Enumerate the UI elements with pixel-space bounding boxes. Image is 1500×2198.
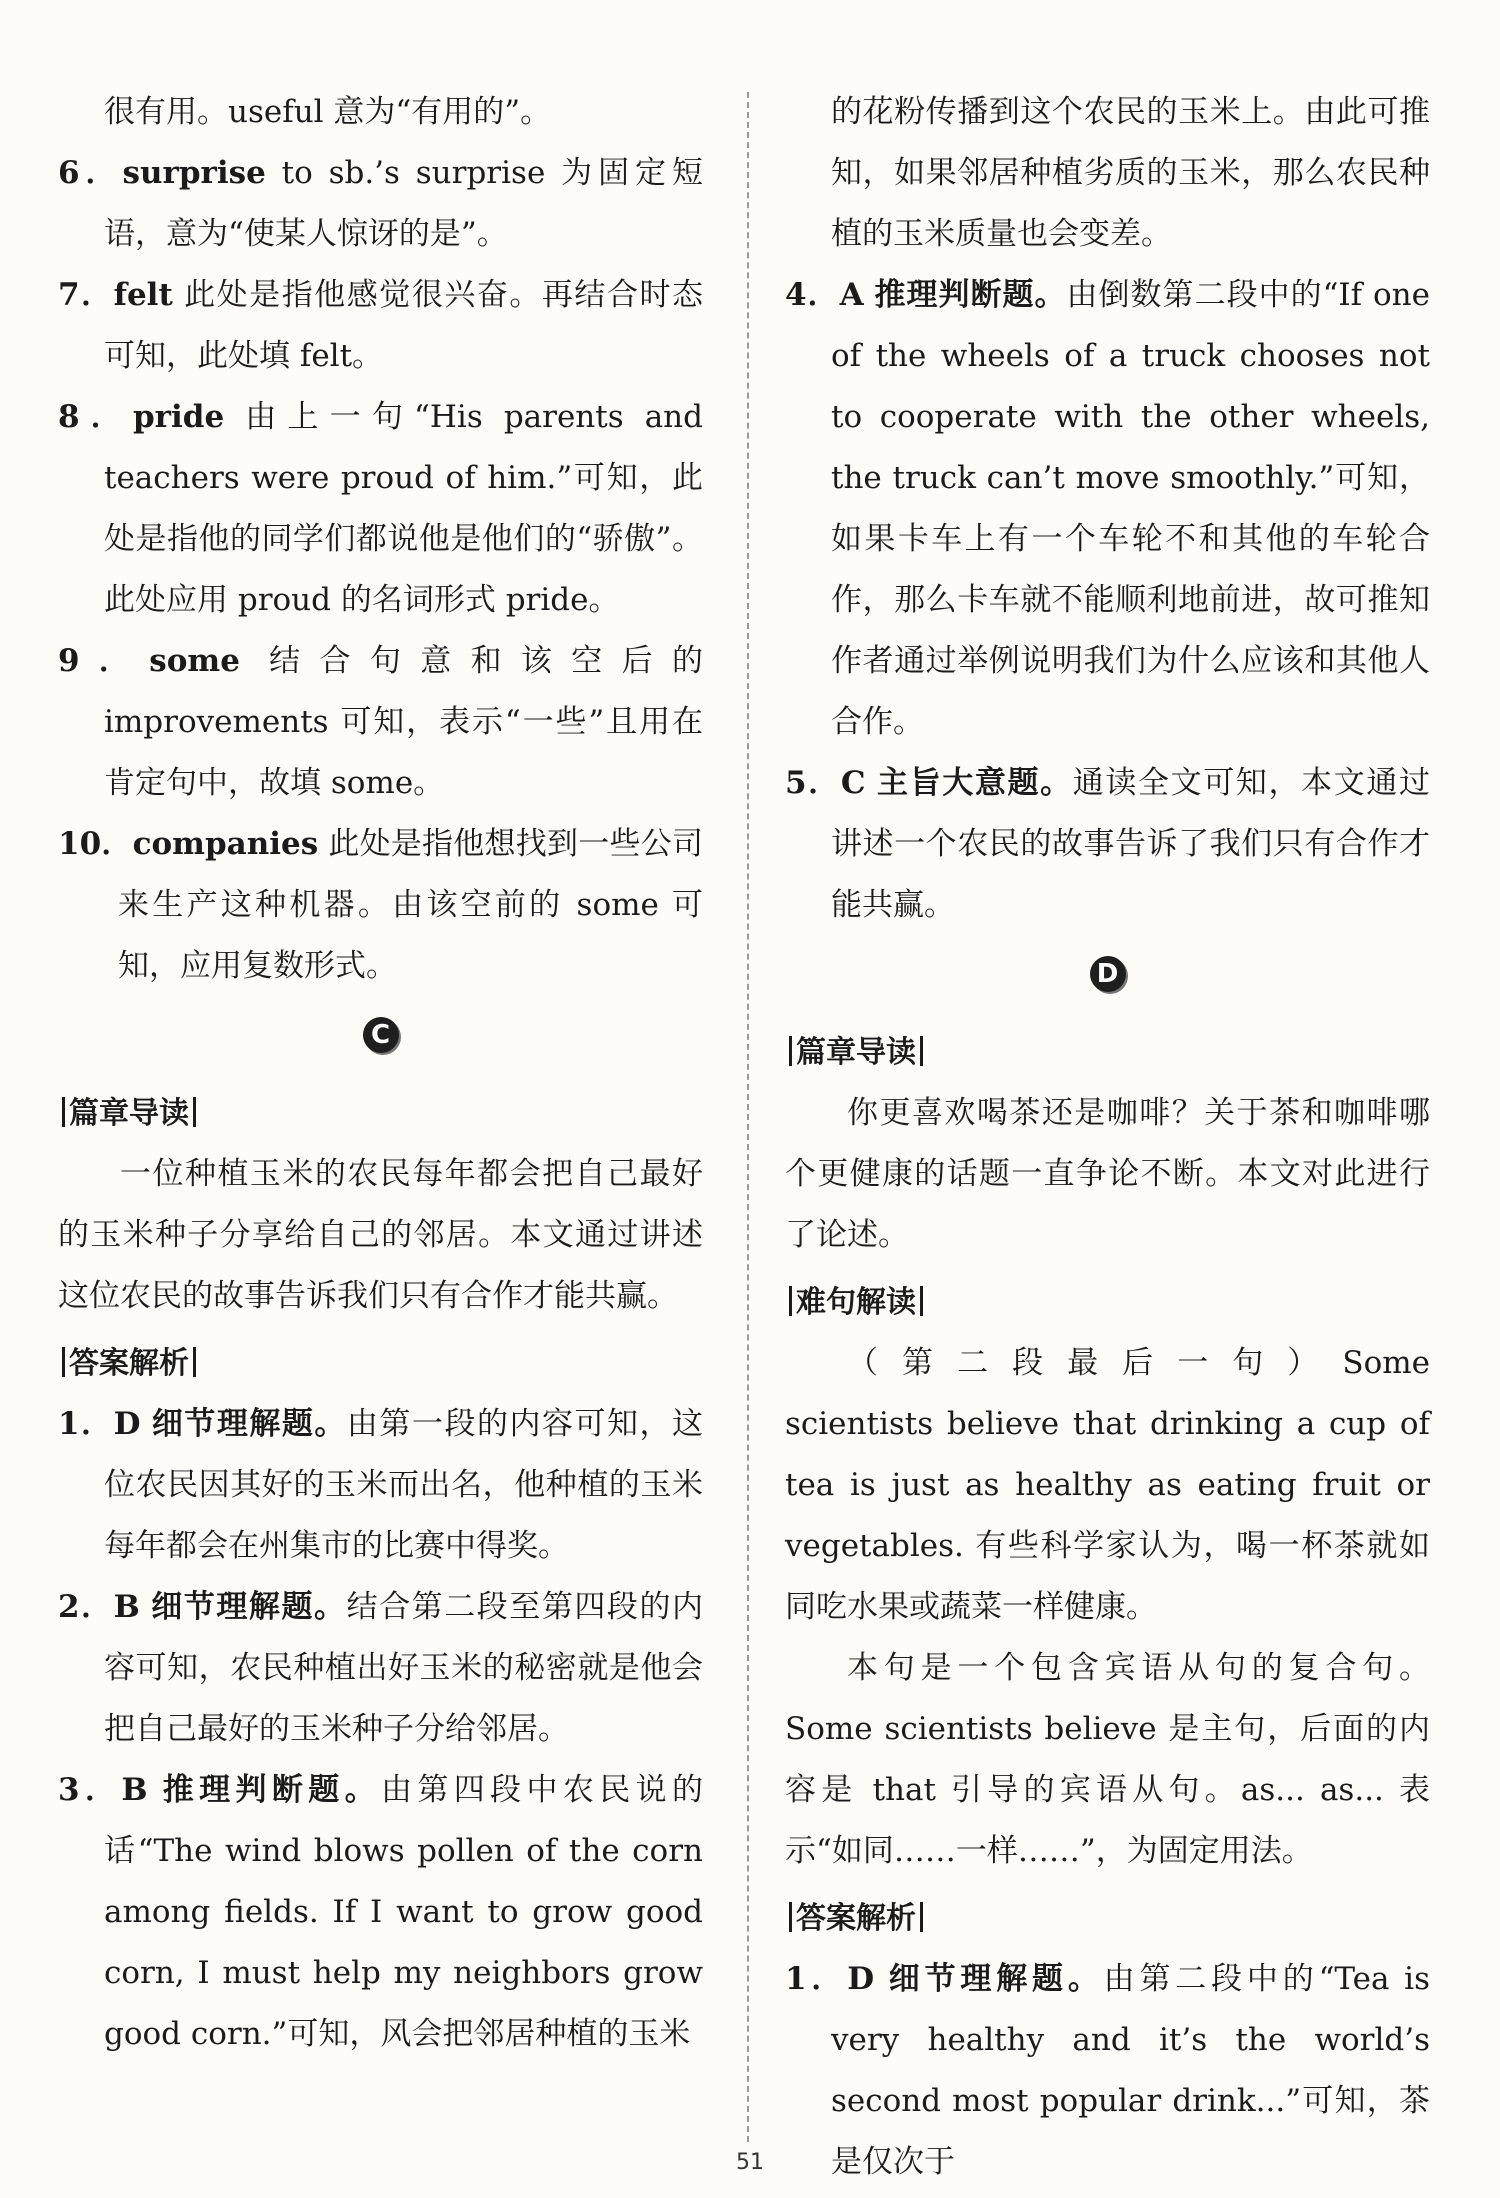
vocab-answer-item: 10．companies 此处是指他想找到一些公司来生产这种机器。由该空前的 some 可知，应用复数形式。 xyxy=(58,826,703,984)
section-heading-guide: 篇章导读 xyxy=(58,1083,703,1144)
section-badge-d xyxy=(785,936,1430,1016)
vocab-answer-list xyxy=(58,143,703,997)
column-divider xyxy=(747,92,749,2142)
section-letter-badge: C xyxy=(363,1017,399,1053)
answer-item: 1．D 细节理解题。由第一段的内容可知，这位农民因其好的玉米而出名，他种植的玉米每年都会在州集市的比赛中得奖。 xyxy=(58,1406,704,1564)
answer-item: 4．A 推理判断题。由倒数第二段中的“If one of the wheels of a truck chooses not to cooperate with the other wheels, the truck can’t move smoothly.”可知，如果卡车上有一个车轮不和其他的车轮合作，那么卡车就不能顺利地前进，故可推知作者通过举例说明我们为什么应该和其他人合作。 xyxy=(785,277,1430,740)
hard-sentence-label: （第二段最后一句） xyxy=(847,1345,1343,1381)
section-heading-hard-sentence: 难句解读 xyxy=(785,1272,1430,1333)
section-heading-answers: 答案解析 xyxy=(58,1333,703,1394)
guide-paragraph: 你更喜欢喝茶还是咖啡？关于茶和咖啡哪个更健康的话题一直争论不断。本文对此进行了论述。 xyxy=(785,1095,1430,1253)
page-number: 51 xyxy=(736,2150,764,2175)
right-column xyxy=(785,82,1430,2193)
hard-sentence-paragraph xyxy=(785,1333,1430,1638)
hard-sentence-note: 本句是一个包含宾语从句的复合句。Some scientists believe 是主句，后面的内容是 that 引导的宾语从句。as... as... 表示“如同……一样……”，为固定用法。 xyxy=(785,1650,1430,1869)
section-letter-badge: D xyxy=(1090,956,1126,992)
vocab-answer-item: 7．felt 此处是指他感觉很兴奋。再结合时态可知，此处填 felt。 xyxy=(58,277,703,374)
vocab-answer-item: 6．surprise to sb.’s surprise 为固定短语，意为“使某人惊讶的是”。 xyxy=(58,155,704,252)
answer-item: 1．D 细节理解题。由第二段中的“Tea is very healthy and it’s the world’s second most popular drink...”可知，茶是仅次于 xyxy=(785,1961,1431,2180)
section-heading-answers: 答案解析 xyxy=(785,1888,1430,1949)
vocab-answer-item: 8．pride 由上一句“His parents and teachers were proud of him.”可知，此处是指他的同学们都说他是他们的“骄傲”。此处应用 proud 的名词形式 pride。 xyxy=(58,399,703,618)
vocab-answer-item: 9．some 结合句意和该空后的 improvements 可知，表示“一些”且用在肯定句中，故填 some。 xyxy=(58,643,703,801)
left-column xyxy=(58,82,703,2065)
guide-paragraph: 一位种植玉米的农民每年都会把自己最好的玉米种子分享给自己的邻居。本文通过讲述这位农民的故事告诉我们只有合作才能共赢。 xyxy=(58,1156,703,1314)
answer-continuation: 的花粉传播到这个农民的玉米上。由此可推知，如果邻居种植劣质的玉米，那么农民种植的玉米质量也会变差。 xyxy=(831,94,1430,252)
section-badge-c xyxy=(58,997,703,1077)
answer-item: 3．B 推理判断题。由第四段中农民说的话“The wind blows pollen of the corn among fields. If I want to grow good corn, I must help my neighbors grow good corn.”可知，风会把邻居种植的玉米 xyxy=(58,1772,704,2052)
section-heading-guide: 篇章导读 xyxy=(785,1022,1430,1083)
answer-item: 5．C 主旨大意题。通读全文可知，本文通过讲述一个农民的故事告诉了我们只有合作才能共赢。 xyxy=(785,765,1430,923)
paragraph-continuation: 很有用。useful 意为“有用的”。 xyxy=(104,94,552,130)
answer-item: 2．B 细节理解题。结合第二段至第四段的内容可知，农民种植出好玉米的秘密就是他会把自己最好的玉米种子分给邻居。 xyxy=(58,1589,704,1747)
hard-sentence-text: Some scientists believe that drinking a cup of tea is just as healthy as eating fruit or vegetables. 有些科学家认为，喝一杯茶就如同吃水果或蔬菜一样健康。 xyxy=(785,1345,1430,1625)
